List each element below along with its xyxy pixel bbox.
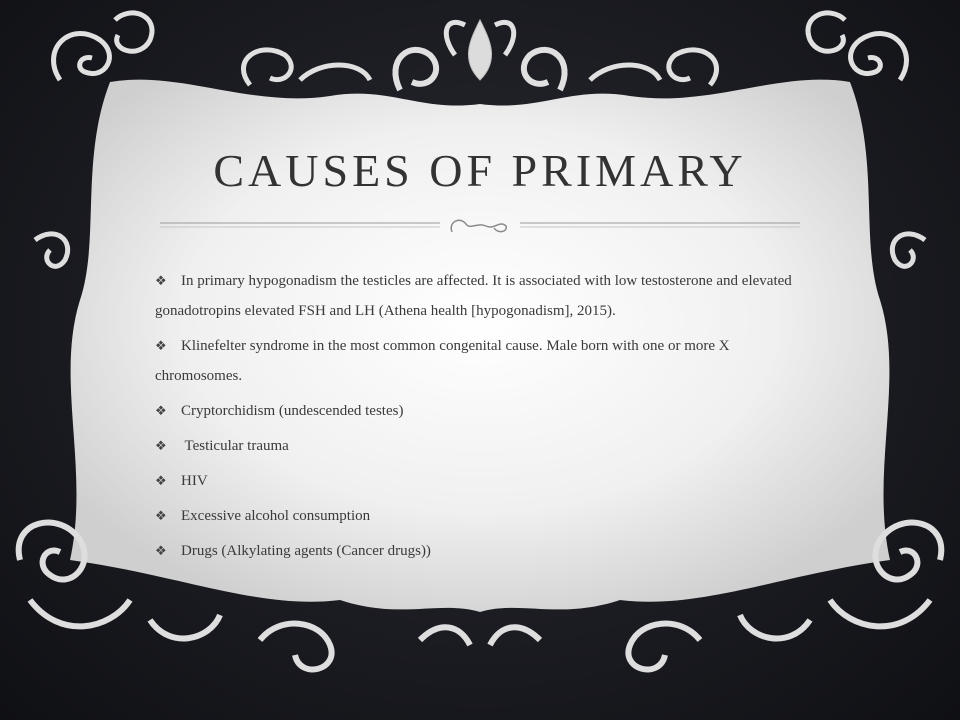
top-ornament xyxy=(54,13,907,90)
bullet-diamond-icon: ❖ xyxy=(155,338,167,353)
slide-title: CAUSES OF PRIMARY xyxy=(213,145,747,196)
list-item xyxy=(155,266,815,326)
bullet-diamond-icon: ❖ xyxy=(155,403,167,418)
bullet-diamond-icon: ❖ xyxy=(155,543,167,558)
list-item xyxy=(155,331,815,391)
list-item-text: Excessive alcohol consumption xyxy=(181,508,371,524)
list-item xyxy=(155,501,815,531)
list-item-text: Cryptorchidism (undescended testes) xyxy=(181,403,404,419)
bullet-diamond-icon: ❖ xyxy=(155,508,167,523)
list-item xyxy=(155,536,815,566)
list-item xyxy=(155,396,815,426)
list-item xyxy=(155,431,815,461)
bullet-diamond-icon: ❖ xyxy=(155,473,167,488)
bullet-diamond-icon: ❖ xyxy=(155,438,167,453)
list-item-text: HIV xyxy=(181,473,208,489)
list-item-text: Klinefelter syndrome in the most common congenital cause. Male born with one or more X chromosomes. xyxy=(155,338,730,384)
bullet-list xyxy=(155,266,815,571)
list-item-text: Testicular trauma xyxy=(181,438,289,454)
list-item xyxy=(155,466,815,496)
list-item-text: In primary hypogonadism the testicles are affected. It is associated with low testosterone and elevated gonadotropins elevated FSH and LH (Athena health [hypogonadism], 2015). xyxy=(155,273,792,319)
bullet-diamond-icon: ❖ xyxy=(155,273,167,288)
list-item-text: Drugs (Alkylating agents (Cancer drugs)) xyxy=(181,543,431,559)
